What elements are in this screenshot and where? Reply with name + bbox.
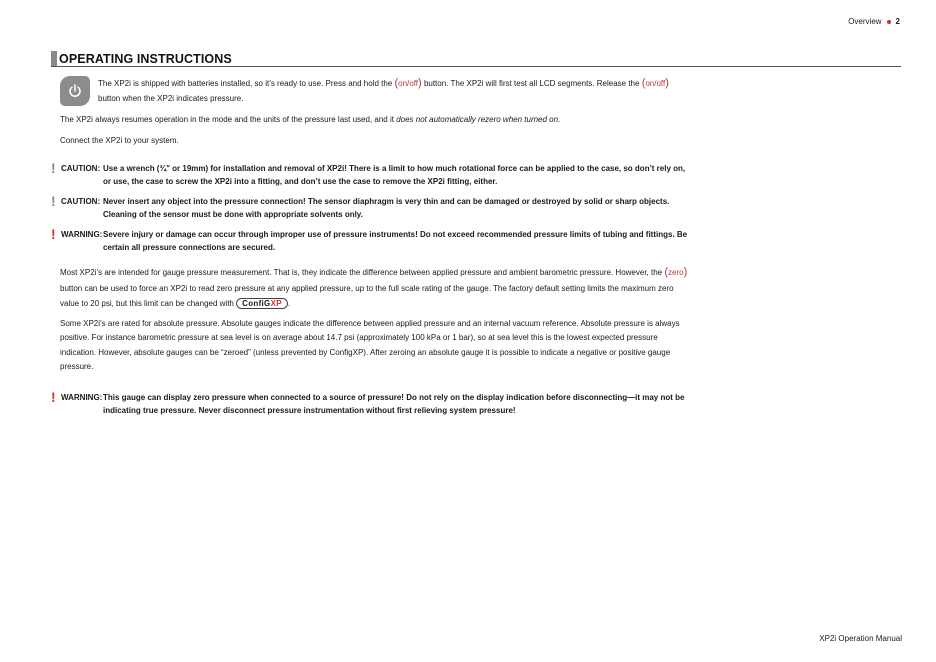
heading-bar	[51, 51, 57, 66]
intro-text-2: button. The XP2i will first test all LCD segments. Release the	[423, 79, 640, 88]
resume-emphasis: does not automatically rezero when turned on	[396, 115, 559, 124]
section-title: OPERATING INSTRUCTIONS	[59, 51, 232, 66]
page-number: 2	[895, 17, 900, 26]
page-header	[848, 17, 900, 26]
intro-text-3: button when the XP2i indicates pressure.	[98, 94, 244, 103]
caution-notice	[52, 162, 690, 188]
notice-label: CAUTION:	[61, 164, 101, 173]
power-icon	[60, 76, 90, 106]
configxp-logo-a: ConfiG	[242, 299, 271, 309]
content-body	[51, 74, 690, 417]
intro-paragraph	[60, 76, 690, 106]
on-off-label: on/off	[398, 79, 419, 88]
on-off-label: on/off	[645, 79, 666, 88]
notice-text: This gauge can display zero pressure when connected to a source of pressure! Do not rely on the display indication before disconnecting—it may not be indicating true pressure. Never disconnect pressure instrumentation without first relieving system pressure!	[103, 392, 685, 415]
resume-period: .	[558, 115, 561, 124]
section-name: Overview	[848, 17, 882, 26]
configxp-logo	[236, 298, 291, 309]
notice-label: WARNING:	[61, 230, 103, 239]
bullet-dot-icon	[887, 20, 891, 24]
gauge-period: .	[287, 299, 291, 308]
notice-text: Never insert any object into the pressure connection! The sensor diaphragm is very thin and can be damaged or destroyed by solid or sharp objects. Cleaning of the sensor must be done with appropriate solvents only.	[103, 197, 670, 219]
caution-notice	[52, 195, 690, 221]
gauge-text-1: Most XP2i’s are intended for gauge pressure measurement. That is, they indicate the difference between applied pressure and ambient barometric pressure. However, the	[60, 268, 663, 277]
configxp-logo-b: XP	[270, 299, 282, 309]
exclamation-icon: !	[51, 160, 56, 176]
on-off-button-ref: (on/off)	[641, 77, 669, 89]
notice-label: WARNING:	[61, 392, 103, 402]
zero-button-ref: (zero)	[664, 266, 688, 278]
warning-notice	[52, 228, 690, 254]
warning-notice	[51, 388, 690, 417]
notice-label: CAUTION:	[61, 197, 101, 206]
resume-text: The XP2i always resumes operation in the mode and the units of the pressure last used, and it	[60, 115, 394, 124]
exclamation-icon: !	[51, 388, 56, 405]
exclamation-icon: !	[51, 226, 56, 242]
zero-label: zero	[668, 268, 684, 277]
exclamation-icon: !	[51, 193, 56, 209]
notice-text: Use a wrench (¾" or 19mm) for installation and removal of XP2i! There is a limit to how much rotational force can be applied to the case, so don’t rely on, or use, the case to screw the XP2i into a fitting, and don’t use the case to remove the XP2i fitting, either.	[103, 164, 686, 186]
section-heading	[51, 51, 901, 67]
gauge-paragraph	[60, 265, 690, 312]
on-off-button-ref: (on/off)	[394, 77, 422, 89]
notice-text: Severe injury or damage can occur through improper use of pressure instruments! Do not exceed recommended pressure limits of tubing and fittings. Be certain all pressure connections are secured.	[103, 230, 688, 252]
connect-paragraph: Connect the XP2i to your system.	[60, 136, 179, 145]
gauge-text-2: button can be used to force an XP2i to read zero pressure at any applied pressure, up to the full scale rating of the gauge. The factory default setting limits the maximum zero value to 20 psi, but this limit can be changed with	[60, 283, 674, 308]
absolute-paragraph: Some XP2i’s are rated for absolute pressure. Absolute gauges indicate the difference between applied pressure and an internal vacuum reference. Absolute pressure is always positive. For instance barometric pressure at sea level is on average about 14.7 psi (approximately 100 kPa or 1 bar), so at sea level this is the lowest expected pressure indication. However, absolute gauges can be “zeroed” (unless prevented by ConfigXP). After zeroing an absolute gauge it is possible to indicate a negative or positive gauge pressure.	[60, 318, 680, 371]
intro-text-1: The XP2i is shipped with batteries installed, so it’s ready to use. Press and hold the	[98, 79, 393, 88]
resume-paragraph	[60, 112, 690, 127]
page-footer: XP2i Operation Manual	[819, 634, 902, 643]
